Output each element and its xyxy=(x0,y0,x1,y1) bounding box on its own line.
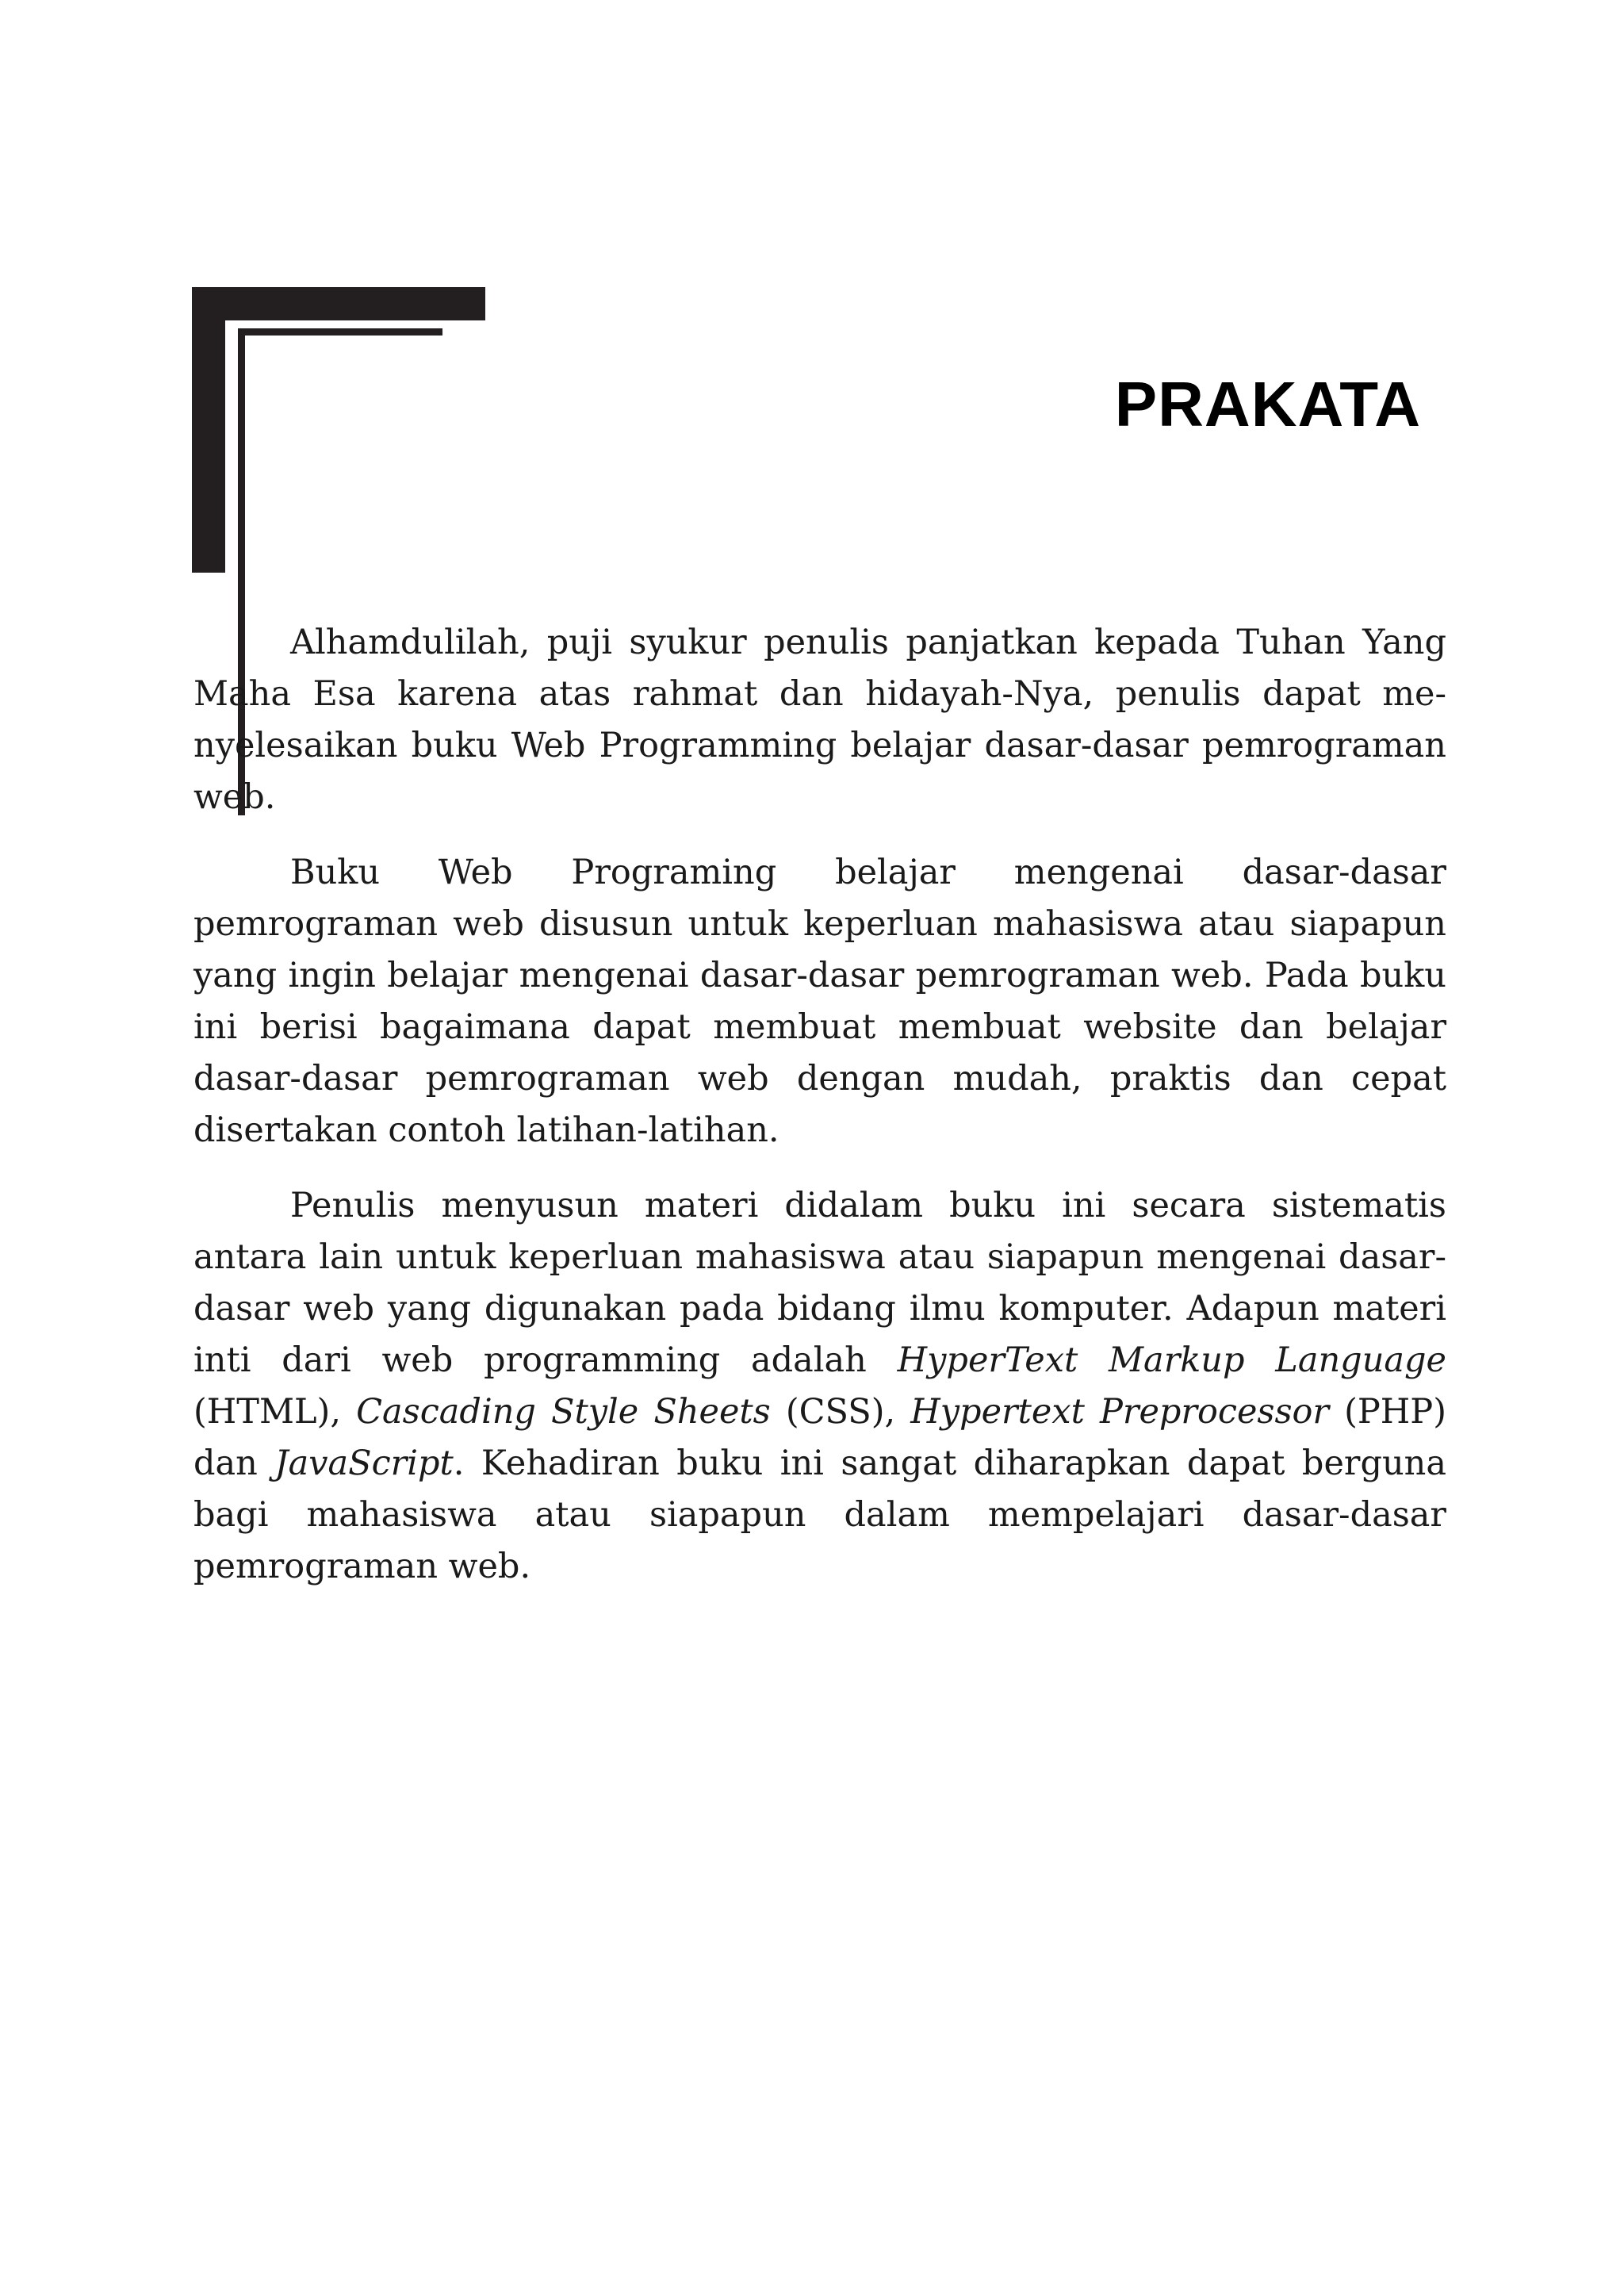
term-css: Cascading Style Sheets xyxy=(356,1392,771,1432)
term-php: Hypertext Preprocessor xyxy=(910,1392,1329,1432)
ornament-outer-vertical-bar xyxy=(192,287,225,573)
paragraph-3-text: (HTML), xyxy=(193,1392,357,1432)
preface-body xyxy=(193,617,1446,1616)
corner-ornament xyxy=(192,287,485,573)
page-title: PRAKATA xyxy=(1114,369,1421,439)
term-javascript: JavaScript xyxy=(274,1444,454,1483)
paragraph-1: Alhamdulilah, puji syukur penulis panjatkan kepada Tuhan Yang Maha Esa karena atas rahmat dan hidayah-Nya, penulis dapat menyelesaikan buku Web Programming belajar dasar-dasar pemrograman web. xyxy=(193,623,1446,817)
term-html: HyperText Markup Language xyxy=(897,1340,1446,1380)
paragraph-3-text: . Kehadiran buku ini sangat diharapkan dapat berguna bagi mahasiswa atau siapapun dalam mempelajari dasar-dasar pemrograman web. xyxy=(193,1444,1446,1586)
paragraph-3-text: (PHP) dan xyxy=(193,1392,1446,1483)
paragraph-2: Buku Web Programing belajar mengenai dasar-dasar pemrograman web disusun untuk keperluan mahasiswa atau siapapun yang ingin belajar mengenai dasar-dasar pemrograman web. Pada buku ini berisi bagaimana dapat membuat membuat website dan belajar dasar-dasar pemrograman web dengan mudah, praktis dan cepat disertakan contoh latihan-latihan. xyxy=(193,853,1446,1150)
paragraph-3-text: (CSS), xyxy=(770,1392,911,1432)
ornament-inner-horizontal-bar xyxy=(238,328,442,336)
paragraph-3-text: Penulis menyusun materi didalam buku ini secara sistematis antara lain untuk keperluan mahasiswa atau siapapun mengenai dasar-dasar web yang digunakan pada bidang ilmu komputer. Adapun materi inti dari web programming adalah xyxy=(193,1186,1446,1380)
ornament-outer-horizontal-bar xyxy=(192,287,485,320)
paragraph-3 xyxy=(193,1180,1446,1593)
